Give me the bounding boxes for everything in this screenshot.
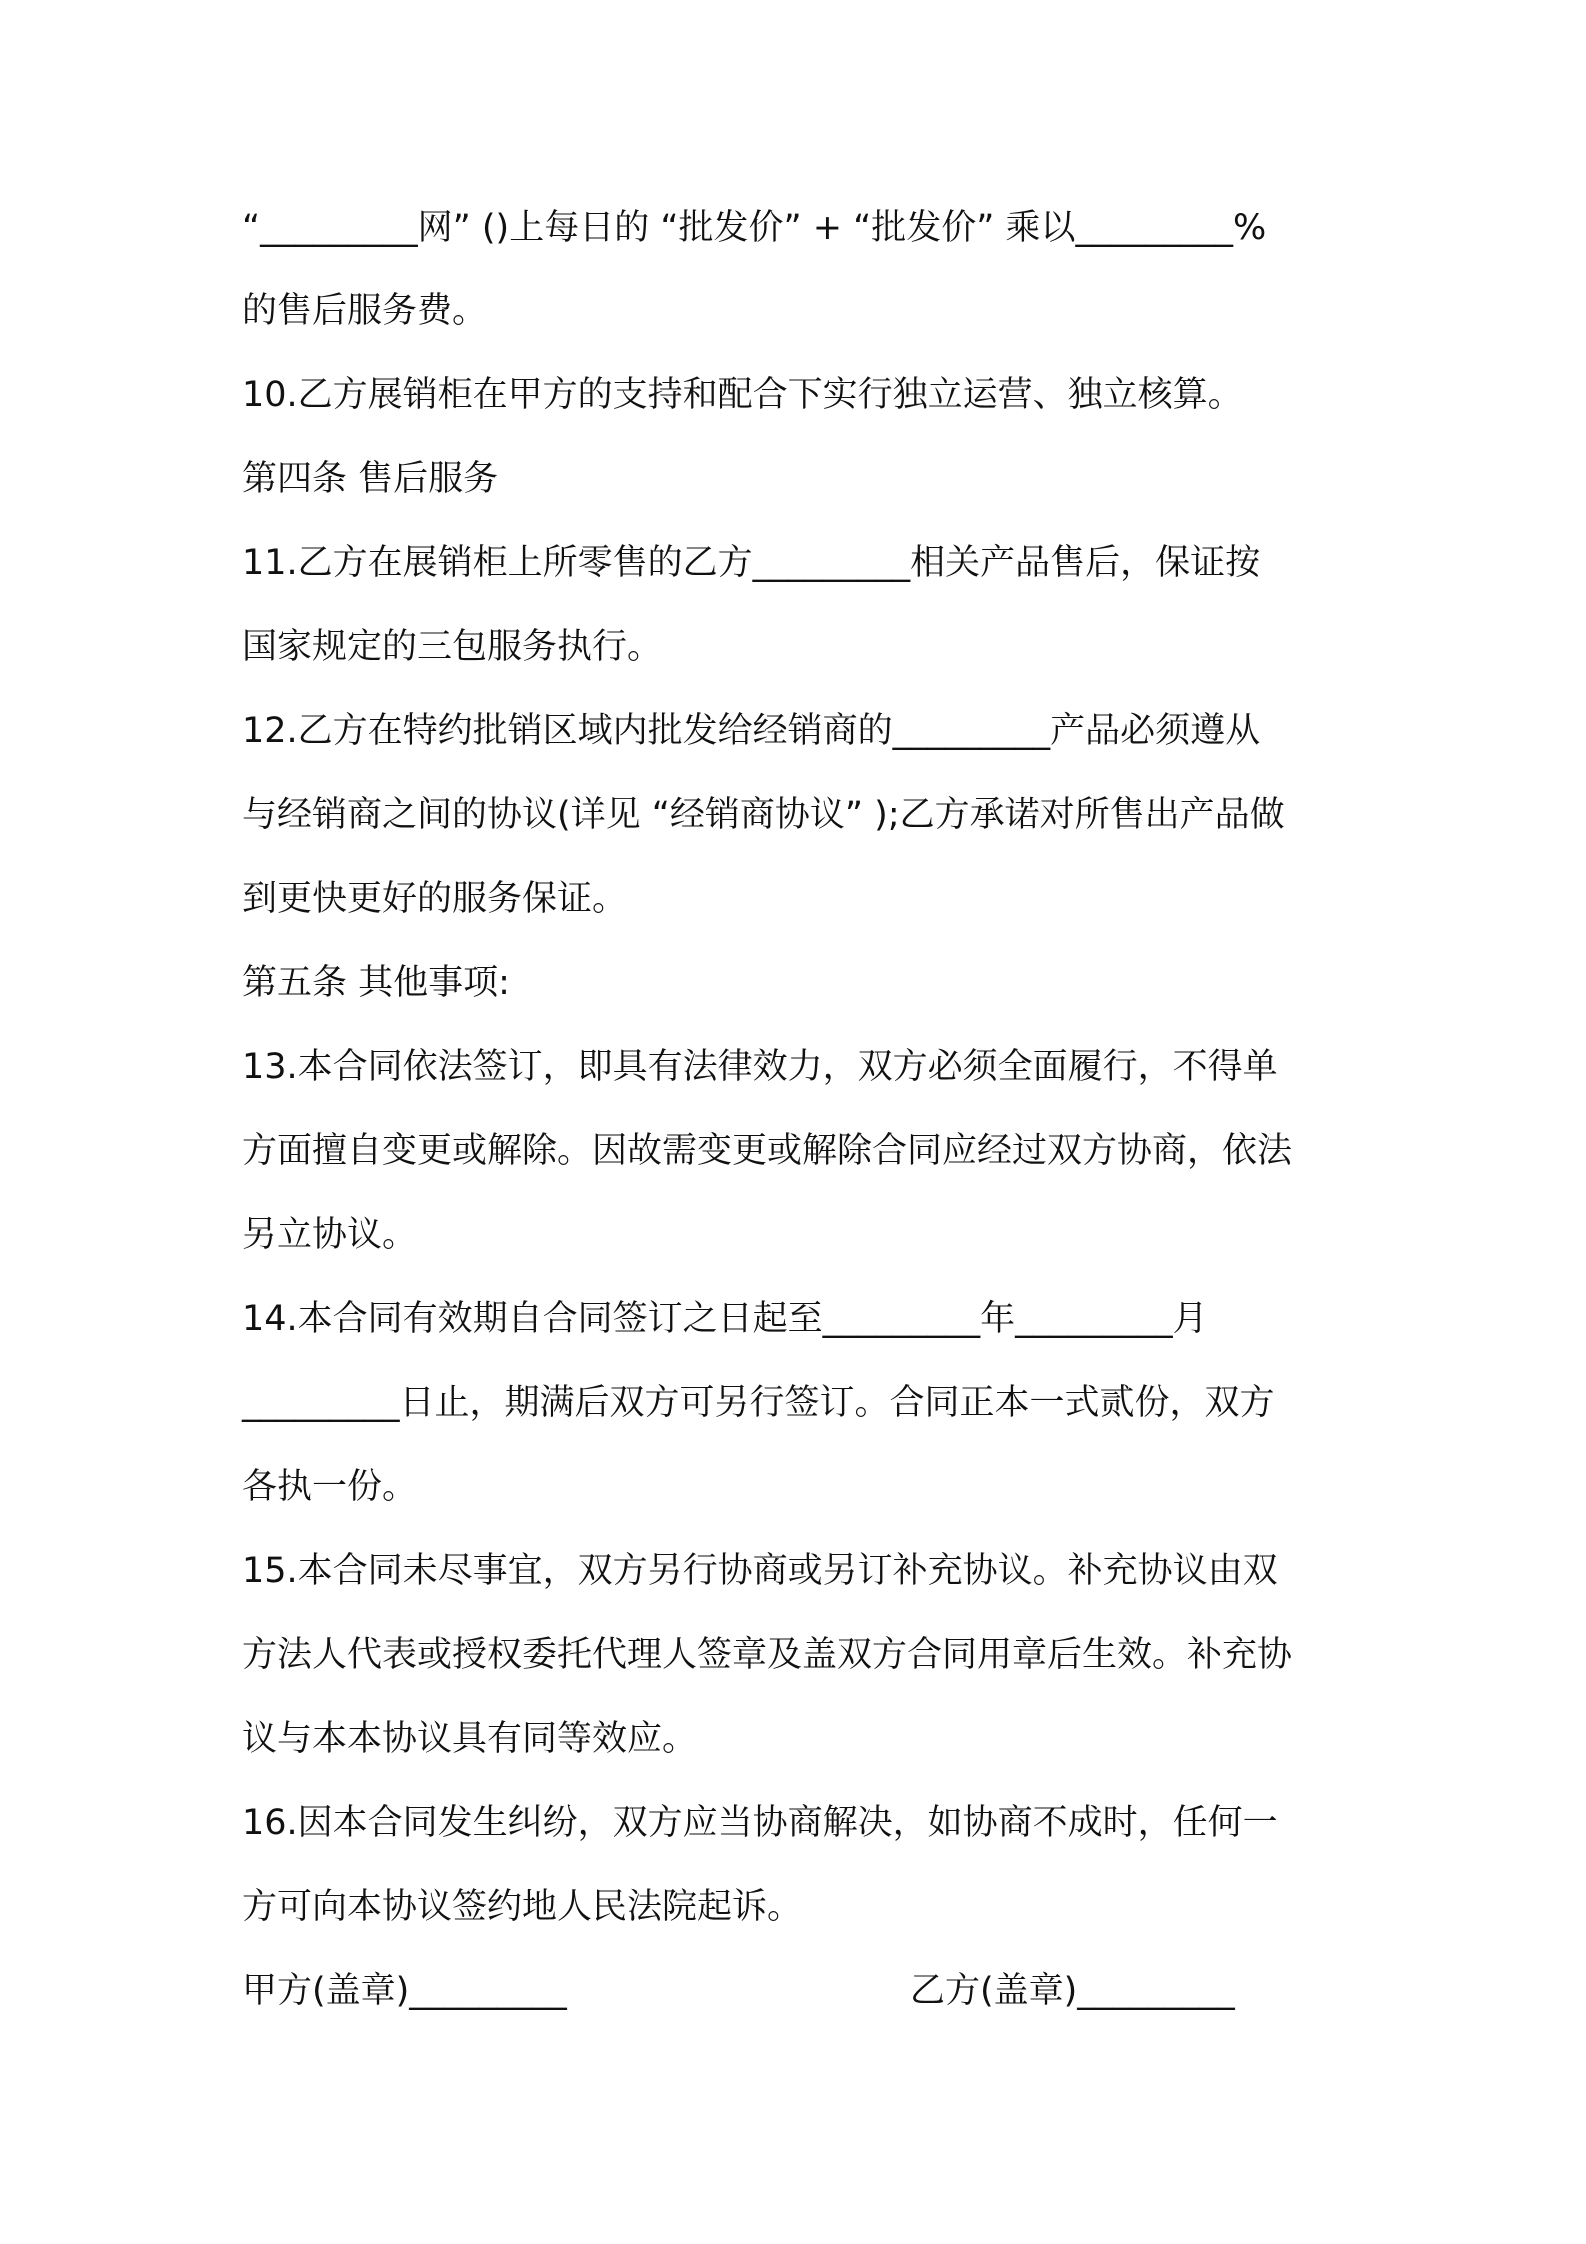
- clause-11: 11.乙方在展销柜上所零售的乙方_________相关产品售后，保证按: [242, 543, 1261, 583]
- text-line-16: 各执一份。: [242, 1467, 418, 1507]
- text-line-8: 与经销商之间的协议(详见 “经销商协议” );乙方承诺对所售出产品做: [242, 795, 1285, 835]
- text-line-21: 方可向本协议签约地人民法院起诉。: [242, 1887, 803, 1927]
- text-line-18: 方法人代表或授权委托代理人签章及盖双方合同用章后生效。补充协: [242, 1635, 1293, 1675]
- text-line-15: _________日止，期满后双方可另行签订。合同正本一式贰份，双方: [242, 1383, 1275, 1423]
- section-5-heading: 第五条 其他事项:: [242, 963, 510, 1003]
- clause-10: 10.乙方展销柜在甲方的支持和配合下实行独立运营、独立核算。: [242, 375, 1243, 415]
- text-line-1: “_________网” ()上每日的 “批发价” + “批发价” 乘以_________%: [242, 208, 1267, 248]
- text-line-9: 到更快更好的服务保证。: [242, 879, 628, 919]
- party-b-signature: 乙方(盖章)_________: [910, 1971, 1235, 2011]
- clause-16: 16.因本合同发生纠纷，双方应当协商解决，如协商不成时，任何一: [242, 1803, 1278, 1843]
- clause-12: 12.乙方在特约批销区域内批发给经销商的_________产品必须遵从: [242, 711, 1261, 751]
- text-line-12: 方面擅自变更或解除。因故需变更或解除合同应经过双方协商，依法: [242, 1131, 1293, 1171]
- text-line-6: 国家规定的三包服务执行。: [242, 627, 663, 667]
- clause-14: 14.本合同有效期自合同签订之日起至_________年_________月: [242, 1299, 1208, 1339]
- clause-13: 13.本合同依法签订，即具有法律效力，双方必须全面履行，不得单: [242, 1047, 1278, 1087]
- text-line-19: 议与本本协议具有同等效应。: [242, 1719, 698, 1759]
- section-4-heading: 第四条 售后服务: [242, 459, 499, 499]
- party-a-signature: 甲方(盖章)_________: [242, 1971, 567, 2011]
- text-line-2: 的售后服务费。: [242, 291, 488, 331]
- text-line-13: 另立协议。: [242, 1215, 418, 1255]
- clause-15: 15.本合同未尽事宜，双方另行协商或另订补充协议。补充协议由双: [242, 1551, 1278, 1591]
